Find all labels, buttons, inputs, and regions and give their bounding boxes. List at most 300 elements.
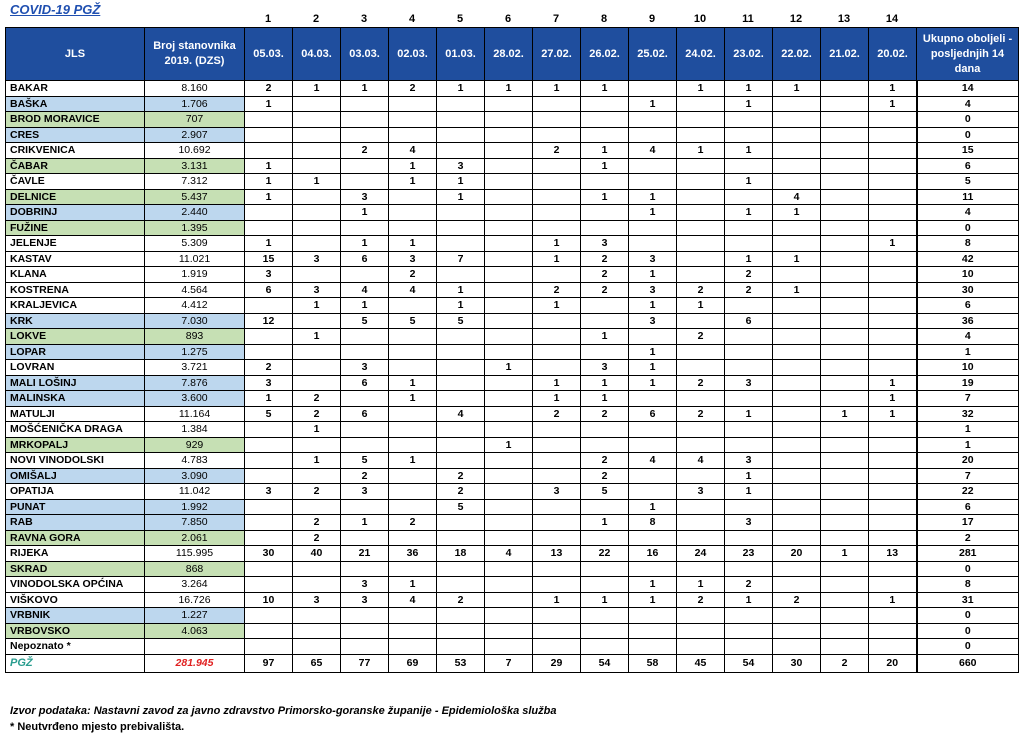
case-count-cell	[677, 251, 725, 267]
case-count-cell	[437, 561, 485, 577]
date-header: 02.03.	[389, 28, 437, 81]
case-count-cell	[437, 329, 485, 345]
case-count-cell: 1	[293, 174, 341, 190]
case-count-cell	[773, 329, 821, 345]
case-count-cell	[293, 639, 341, 655]
page-title: COVID-19 PGŽ	[10, 2, 101, 17]
case-count-cell	[389, 422, 437, 438]
case-count-cell	[821, 205, 869, 221]
case-count-cell	[293, 561, 341, 577]
case-count-cell: 1	[245, 174, 293, 190]
case-count-cell	[533, 329, 581, 345]
municipality-name: FUŽINE	[6, 220, 145, 236]
municipality-name: MALINSKA	[6, 391, 145, 407]
row-total: 30	[917, 282, 1019, 298]
population-value: 2.440	[145, 205, 245, 221]
totals-row	[6, 654, 1019, 672]
case-count-cell	[677, 391, 725, 407]
case-count-cell: 2	[293, 391, 341, 407]
day-number-row	[5, 11, 1018, 27]
case-count-cell	[485, 143, 533, 159]
case-count-cell: 2	[437, 484, 485, 500]
row-total: 2	[917, 530, 1019, 546]
case-count-cell	[677, 205, 725, 221]
case-count-cell: 1	[869, 592, 917, 608]
table-row	[6, 546, 1019, 562]
case-count-cell: 30	[245, 546, 293, 562]
population-value: 1.275	[145, 344, 245, 360]
case-count-cell	[629, 220, 677, 236]
case-count-cell	[485, 96, 533, 112]
municipality-name: MALI LOŠINJ	[6, 375, 145, 391]
case-count-cell	[725, 530, 773, 546]
case-count-cell: 1	[341, 515, 389, 531]
municipality-name: VINODOLSKA OPĆINA	[6, 577, 145, 593]
case-count-cell	[581, 96, 629, 112]
case-count-cell: 1	[533, 298, 581, 314]
case-count-cell	[821, 499, 869, 515]
case-count-cell: 2	[581, 468, 629, 484]
case-count-cell	[773, 344, 821, 360]
date-header: 28.02.	[485, 28, 533, 81]
case-count-cell: 1	[389, 174, 437, 190]
day-number: 2	[312, 13, 320, 25]
case-count-cell: 1	[245, 236, 293, 252]
population-value: 1.919	[145, 267, 245, 283]
case-count-cell: 1	[725, 96, 773, 112]
case-count-cell: 3	[293, 592, 341, 608]
case-count-cell	[437, 143, 485, 159]
population-value: 11.021	[145, 251, 245, 267]
population-value: 7.030	[145, 313, 245, 329]
case-count-cell	[389, 205, 437, 221]
case-count-cell	[485, 313, 533, 329]
case-count-cell	[725, 608, 773, 624]
municipality-name: RAB	[6, 515, 145, 531]
population-value: 7.850	[145, 515, 245, 531]
table-header-row	[6, 28, 1019, 81]
date-header: 23.02.	[725, 28, 773, 81]
day-number: 6	[504, 13, 512, 25]
case-count-cell	[341, 437, 389, 453]
case-count-cell	[773, 406, 821, 422]
case-count-cell: 1	[341, 236, 389, 252]
case-count-cell	[821, 236, 869, 252]
case-count-cell	[581, 344, 629, 360]
municipality-name: Nepoznato *	[6, 639, 145, 655]
case-count-cell	[389, 220, 437, 236]
case-count-cell	[821, 639, 869, 655]
case-count-cell	[245, 639, 293, 655]
municipality-name: KRALJEVICA	[6, 298, 145, 314]
case-count-cell	[533, 437, 581, 453]
case-count-cell: 2	[677, 592, 725, 608]
case-count-cell: 1	[581, 158, 629, 174]
table-row	[6, 143, 1019, 159]
case-count-cell	[245, 298, 293, 314]
case-count-cell	[821, 251, 869, 267]
case-count-cell	[437, 437, 485, 453]
population-value: 868	[145, 561, 245, 577]
day-number: 11	[742, 13, 754, 25]
case-count-cell	[293, 96, 341, 112]
date-header: 26.02.	[581, 28, 629, 81]
case-count-cell	[437, 608, 485, 624]
case-count-cell: 5	[437, 313, 485, 329]
case-count-cell	[773, 530, 821, 546]
case-count-cell: 1	[677, 81, 725, 97]
case-count-cell: 1	[437, 298, 485, 314]
row-total: 10	[917, 267, 1019, 283]
case-count-cell: 1	[581, 391, 629, 407]
case-count-cell	[773, 174, 821, 190]
case-count-cell: 2	[293, 406, 341, 422]
row-total: 6	[917, 298, 1019, 314]
jls-header: JLS	[6, 28, 145, 81]
case-count-cell: 3	[341, 484, 389, 500]
case-count-cell	[533, 112, 581, 128]
case-count-cell: 2	[293, 484, 341, 500]
case-count-cell	[341, 158, 389, 174]
case-count-cell: 1	[293, 298, 341, 314]
case-count-cell	[581, 298, 629, 314]
case-count-cell	[725, 127, 773, 143]
case-count-cell: 6	[629, 406, 677, 422]
row-total: 42	[917, 251, 1019, 267]
case-count-cell: 2	[341, 468, 389, 484]
case-count-cell	[437, 112, 485, 128]
case-count-cell	[341, 96, 389, 112]
case-count-cell: 2	[293, 515, 341, 531]
case-count-cell	[869, 530, 917, 546]
case-count-cell: 2	[581, 453, 629, 469]
case-count-cell	[821, 174, 869, 190]
case-count-cell	[437, 530, 485, 546]
municipality-name: KLANA	[6, 267, 145, 283]
case-count-cell	[869, 158, 917, 174]
case-count-cell	[773, 127, 821, 143]
case-count-cell	[677, 468, 725, 484]
case-count-cell	[341, 639, 389, 655]
table-row	[6, 112, 1019, 128]
day-number: 7	[552, 13, 560, 25]
case-count-cell: 1	[533, 391, 581, 407]
case-count-cell: 3	[341, 189, 389, 205]
case-count-cell	[341, 220, 389, 236]
case-count-cell	[869, 313, 917, 329]
case-count-cell: 13	[533, 546, 581, 562]
case-count-cell	[341, 267, 389, 283]
case-count-cell	[245, 127, 293, 143]
population-value: 4.412	[145, 298, 245, 314]
case-count-cell	[821, 329, 869, 345]
case-count-cell	[677, 515, 725, 531]
case-count-cell: 1	[725, 174, 773, 190]
case-count-cell: 1	[629, 375, 677, 391]
case-count-cell	[533, 96, 581, 112]
case-count-cell	[437, 127, 485, 143]
population-value: 929	[145, 437, 245, 453]
case-count-cell	[485, 406, 533, 422]
case-count-cell	[773, 499, 821, 515]
table-row	[6, 592, 1019, 608]
case-count-cell: 1	[293, 422, 341, 438]
case-count-cell	[869, 189, 917, 205]
case-count-cell	[821, 561, 869, 577]
case-count-cell: 1	[773, 251, 821, 267]
case-count-cell	[293, 499, 341, 515]
row-total: 19	[917, 375, 1019, 391]
day-number: 3	[360, 13, 368, 25]
case-count-cell	[629, 391, 677, 407]
case-count-cell	[677, 189, 725, 205]
population-value: 1.395	[145, 220, 245, 236]
case-count-cell: 22	[581, 546, 629, 562]
case-count-cell	[389, 639, 437, 655]
case-count-cell	[485, 453, 533, 469]
case-count-cell: 1	[869, 236, 917, 252]
case-count-cell	[533, 189, 581, 205]
case-count-cell: 3	[245, 267, 293, 283]
case-count-cell: 1	[629, 96, 677, 112]
row-total: 11	[917, 189, 1019, 205]
case-count-cell: 5	[245, 406, 293, 422]
case-count-cell	[869, 205, 917, 221]
day-total-cell: 65	[293, 654, 341, 672]
case-count-cell: 2	[341, 143, 389, 159]
covid-cases-table	[5, 27, 1019, 673]
population-value: 115.995	[145, 546, 245, 562]
case-count-cell	[581, 639, 629, 655]
population-value: 11.164	[145, 406, 245, 422]
case-count-cell: 12	[245, 313, 293, 329]
case-count-cell	[821, 437, 869, 453]
case-count-cell	[677, 561, 725, 577]
case-count-cell	[629, 236, 677, 252]
case-count-cell	[533, 561, 581, 577]
case-count-cell	[389, 437, 437, 453]
case-count-cell	[581, 112, 629, 128]
case-count-cell	[629, 639, 677, 655]
case-count-cell: 3	[581, 360, 629, 376]
case-count-cell: 2	[725, 577, 773, 593]
day-total-cell: 7	[485, 654, 533, 672]
case-count-cell	[677, 623, 725, 639]
case-count-cell: 3	[629, 251, 677, 267]
case-count-cell	[629, 81, 677, 97]
population-value: 3.264	[145, 577, 245, 593]
case-count-cell	[773, 158, 821, 174]
row-total: 32	[917, 406, 1019, 422]
case-count-cell: 1	[245, 158, 293, 174]
case-count-cell: 1	[581, 329, 629, 345]
case-count-cell	[485, 484, 533, 500]
case-count-cell: 1	[533, 251, 581, 267]
case-count-cell	[581, 422, 629, 438]
case-count-cell	[485, 220, 533, 236]
case-count-cell	[389, 96, 437, 112]
case-count-cell	[725, 422, 773, 438]
case-count-cell: 6	[341, 406, 389, 422]
population-value: 3.090	[145, 468, 245, 484]
case-count-cell	[629, 127, 677, 143]
municipality-name: ČABAR	[6, 158, 145, 174]
municipality-name: OMIŠALJ	[6, 468, 145, 484]
case-count-cell	[437, 577, 485, 593]
case-count-cell	[773, 468, 821, 484]
row-total: 22	[917, 484, 1019, 500]
case-count-cell	[485, 236, 533, 252]
row-total: 20	[917, 453, 1019, 469]
case-count-cell	[773, 313, 821, 329]
municipality-name: BAŠKA	[6, 96, 145, 112]
case-count-cell	[485, 298, 533, 314]
case-count-cell	[869, 220, 917, 236]
case-count-cell: 1	[677, 298, 725, 314]
case-count-cell: 1	[725, 81, 773, 97]
municipality-name: MATULJI	[6, 406, 145, 422]
row-total: 14	[917, 81, 1019, 97]
case-count-cell	[581, 127, 629, 143]
case-count-cell: 3	[533, 484, 581, 500]
case-count-cell: 3	[725, 453, 773, 469]
table-row	[6, 577, 1019, 593]
case-count-cell	[869, 484, 917, 500]
population-value: 16.726	[145, 592, 245, 608]
case-count-cell	[389, 189, 437, 205]
case-count-cell: 1	[389, 236, 437, 252]
case-count-cell: 1	[869, 81, 917, 97]
row-total: 10	[917, 360, 1019, 376]
table-row	[6, 499, 1019, 515]
case-count-cell	[581, 220, 629, 236]
case-count-cell	[629, 623, 677, 639]
date-header: 27.02.	[533, 28, 581, 81]
case-count-cell	[533, 267, 581, 283]
row-total: 4	[917, 96, 1019, 112]
case-count-cell: 5	[581, 484, 629, 500]
case-count-cell	[485, 174, 533, 190]
case-count-cell: 1	[581, 189, 629, 205]
case-count-cell: 1	[869, 406, 917, 422]
date-header: 21.02.	[821, 28, 869, 81]
case-count-cell: 3	[437, 158, 485, 174]
case-count-cell	[245, 499, 293, 515]
case-count-cell: 5	[389, 313, 437, 329]
case-count-cell: 2	[677, 375, 725, 391]
case-count-cell	[821, 96, 869, 112]
population-value: 3.131	[145, 158, 245, 174]
grand-total: 660	[917, 654, 1019, 672]
municipality-name: SKRAD	[6, 561, 145, 577]
row-total: 1	[917, 422, 1019, 438]
case-count-cell	[293, 205, 341, 221]
case-count-cell: 1	[629, 592, 677, 608]
case-count-cell: 1	[485, 437, 533, 453]
case-count-cell	[485, 251, 533, 267]
case-count-cell	[437, 515, 485, 531]
municipality-name: LOPAR	[6, 344, 145, 360]
case-count-cell: 15	[245, 251, 293, 267]
case-count-cell: 3	[677, 484, 725, 500]
row-total: 0	[917, 220, 1019, 236]
case-count-cell	[341, 499, 389, 515]
case-count-cell: 1	[725, 205, 773, 221]
case-count-cell: 1	[245, 391, 293, 407]
table-row	[6, 313, 1019, 329]
date-header: 04.03.	[293, 28, 341, 81]
case-count-cell	[293, 468, 341, 484]
table-row	[6, 220, 1019, 236]
case-count-cell	[725, 158, 773, 174]
case-count-cell: 1	[485, 360, 533, 376]
case-count-cell: 4	[485, 546, 533, 562]
case-count-cell	[821, 484, 869, 500]
case-count-cell: 1	[245, 189, 293, 205]
case-count-cell	[677, 158, 725, 174]
case-count-cell	[773, 267, 821, 283]
day-number: 13	[837, 13, 851, 25]
case-count-cell	[773, 484, 821, 500]
day-number: 14	[885, 13, 899, 25]
population-value: 10.692	[145, 143, 245, 159]
case-count-cell	[245, 515, 293, 531]
case-count-cell	[437, 453, 485, 469]
case-count-cell	[581, 499, 629, 515]
table-row	[6, 251, 1019, 267]
case-count-cell: 1	[293, 81, 341, 97]
case-count-cell: 2	[581, 267, 629, 283]
case-count-cell	[677, 267, 725, 283]
case-count-cell: 1	[437, 174, 485, 190]
case-count-cell: 5	[341, 453, 389, 469]
case-count-cell	[389, 561, 437, 577]
case-count-cell: 1	[533, 81, 581, 97]
municipality-name: LOKVE	[6, 329, 145, 345]
case-count-cell	[629, 329, 677, 345]
municipality-name: LOVRAN	[6, 360, 145, 376]
table-row	[6, 189, 1019, 205]
case-count-cell	[773, 577, 821, 593]
case-count-cell	[293, 623, 341, 639]
case-count-cell	[773, 608, 821, 624]
case-count-cell	[533, 453, 581, 469]
case-count-cell	[725, 329, 773, 345]
table-row	[6, 608, 1019, 624]
case-count-cell: 20	[773, 546, 821, 562]
case-count-cell: 1	[581, 375, 629, 391]
row-total: 17	[917, 515, 1019, 531]
case-count-cell	[437, 422, 485, 438]
case-count-cell	[533, 174, 581, 190]
table-row	[6, 422, 1019, 438]
row-total: 6	[917, 499, 1019, 515]
case-count-cell	[821, 375, 869, 391]
case-count-cell: 2	[677, 282, 725, 298]
case-count-cell	[629, 468, 677, 484]
case-count-cell: 2	[725, 267, 773, 283]
case-count-cell: 3	[245, 484, 293, 500]
population-value: 1.992	[145, 499, 245, 515]
case-count-cell	[245, 561, 293, 577]
case-count-cell	[869, 344, 917, 360]
case-count-cell	[485, 127, 533, 143]
case-count-cell: 4	[629, 453, 677, 469]
case-count-cell	[773, 437, 821, 453]
case-count-cell: 2	[677, 329, 725, 345]
case-count-cell	[869, 174, 917, 190]
population-value: 8.160	[145, 81, 245, 97]
